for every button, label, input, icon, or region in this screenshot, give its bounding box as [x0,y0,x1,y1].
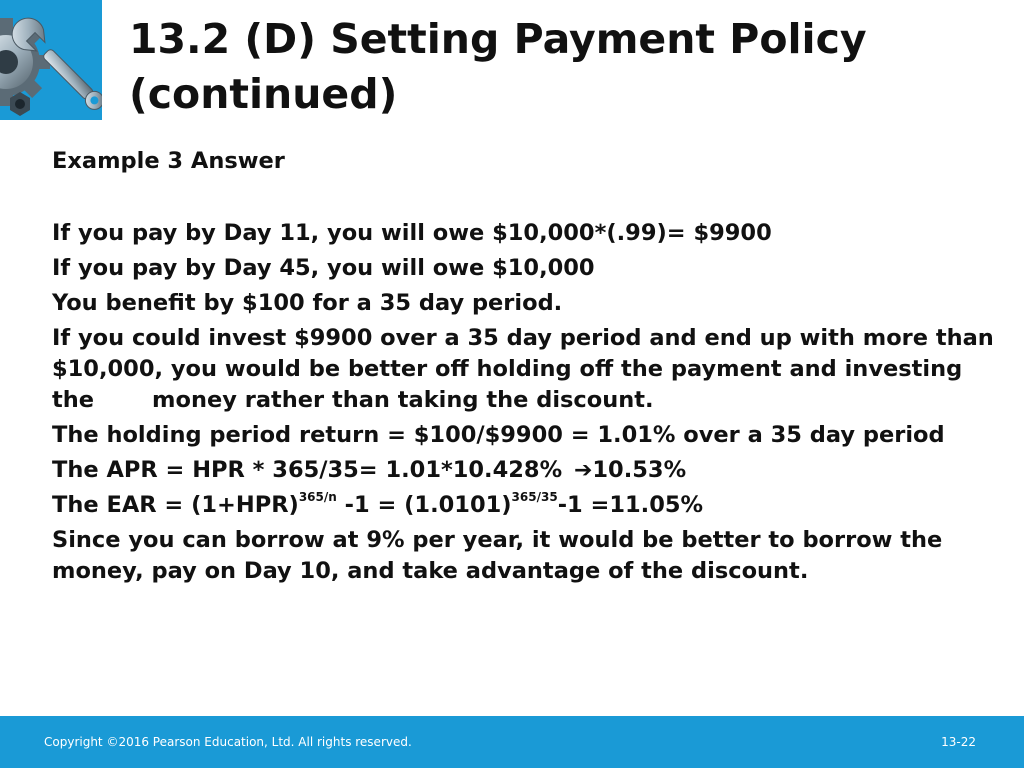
page-number: 13-22 [941,735,976,749]
ear-suffix: -1 =11.05% [557,492,704,518]
hpr-line: The holding period return = $100/$9900 = 1.01% over a 35 day period [52,422,945,448]
ear-line [52,490,997,521]
apr-text: The APR = HPR * 365/35= 1.01*10.428% [52,457,563,483]
right-arrow-icon: ➔ [573,458,593,483]
invest-paragraph [52,323,997,416]
apr-result: 10.53% [592,457,687,483]
ear-exponent-1: 365/n [298,489,337,504]
ear-middle: -1 = (1.0101) [336,492,512,518]
slide-body [52,146,997,591]
wrench-gear-icon [0,0,102,120]
slide-title: 13.2 (D) Setting Payment Policy (continued) [129,15,867,118]
ear-prefix: The EAR = (1+HPR) [52,492,299,518]
invest-text-part1: If you could invest $9900 over a 35 day period and end up with more than $10,000, you would be better off holding off the payment and investing the [52,325,994,413]
subheading: Example 3 Answer [52,148,285,174]
ear-exponent-2: 365/35 [511,489,558,504]
body-line: If you pay by Day 11, you will owe $10,000*(.99)= $9900 [52,220,772,246]
footer-bar [0,716,1024,768]
apr-line [52,455,997,486]
body-line: If you pay by Day 45, you will owe $10,000 [52,255,595,281]
body-line: You benefit by $100 for a 35 day period. [52,290,563,316]
copyright-text: Copyright ©2016 Pearson Education, Ltd. All rights reserved. [44,735,412,749]
invest-text-part2: money rather than taking the discount. [152,387,654,413]
conclusion-paragraph: Since you can borrow at 9% per year, it would be better to borrow the money, pay on Day 10, and take advantage of the discount. [52,527,943,584]
